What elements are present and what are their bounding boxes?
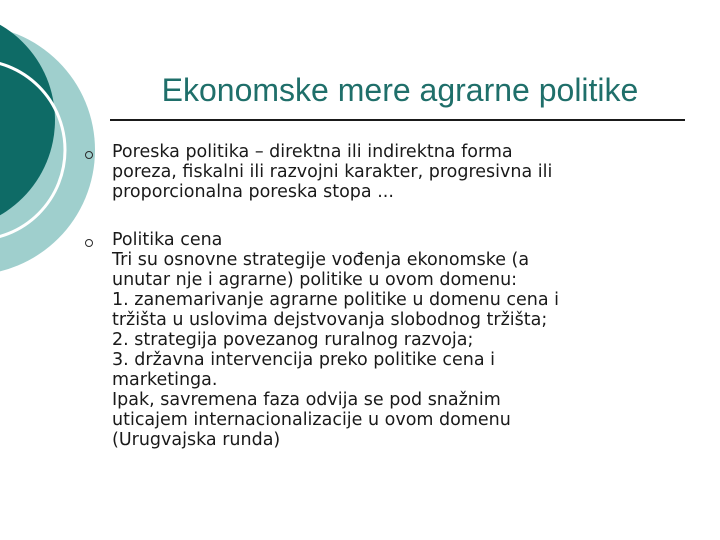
title-divider	[110, 119, 685, 121]
bullet-item-price-policy	[85, 230, 685, 450]
bullet-text-line: uticajem internacionalizacije u ovom domenu	[112, 410, 511, 430]
bullet-text-line: Ipak, savremena faza odvija se pod snažnim	[112, 390, 501, 410]
bullet-text-line: Politika cena	[112, 230, 223, 250]
bullet-text-line: marketinga.	[112, 370, 218, 390]
bullet-text-line: 1. zanemarivanje agrarne politike u domenu cena i	[112, 290, 560, 310]
bullet-text-line: 2. strategija povezanog ruralnog razvoja;	[112, 330, 474, 350]
bullet-item-tax-policy	[85, 142, 685, 202]
bullet-text-line: poreza, fiskalni ili razvojni karakter, progresivna ili	[112, 162, 553, 182]
bullet-text-line: Poreska politika – direktna ili indirektna forma	[112, 142, 513, 162]
bullet-list	[85, 142, 685, 478]
slide-title: Ekonomske mere agrarne politike	[161, 72, 639, 108]
bullet-circle-icon	[85, 151, 93, 159]
dark-teal-circle	[0, 10, 55, 230]
bullet-text-line: proporcionalna poreska stopa ...	[112, 182, 394, 202]
bullet-circle-icon	[85, 239, 93, 247]
bullet-text-line: (Urugvajska runda)	[112, 430, 281, 450]
bullet-text-line: unutar nje i agrarne) politike u ovom domenu:	[112, 270, 518, 290]
light-teal-circle	[0, 25, 95, 275]
white-arc	[0, 60, 65, 240]
bullet-text-line: tržišta u uslovima dejstvovanja slobodnog tržišta;	[112, 310, 548, 330]
bullet-text-line: 3. državna intervencija preko politike cena i	[112, 350, 496, 370]
bullet-text-line: Tri su osnovne strategije vođenja ekonomske (a	[112, 250, 530, 270]
